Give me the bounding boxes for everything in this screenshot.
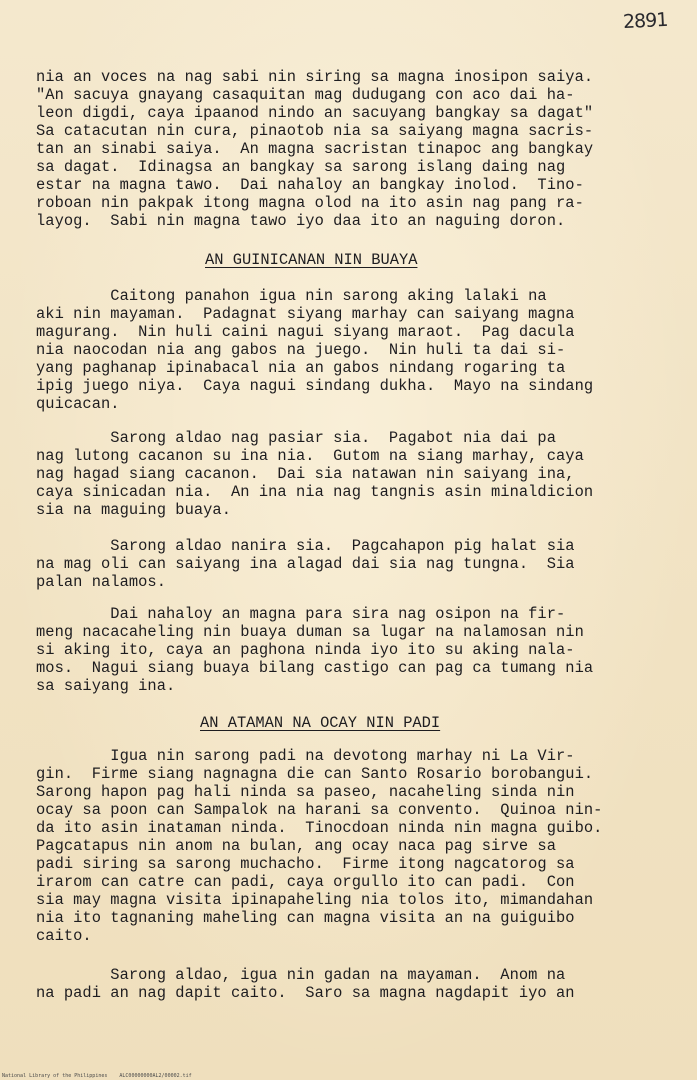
handwritten-page-number: 2891: [622, 8, 668, 34]
paragraph-buaya-2: Sarong aldao nag pasiar sia. Pagabot nia dai pa nag lutong cacanon su ina nia. Gutom na siang marhay, caya nag hagad siang cacanon. Dai sia natawan nin saiyang ina, caya sinicadan nia. An ina nia nag tangnis asin minaldicion sia na maguing buaya.: [36, 429, 594, 519]
section-title-buaya: AN GUINICANAN NIN BUAYA: [205, 251, 418, 269]
paragraph-ocay-2: Sarong aldao, igua nin gadan na mayaman. Anom na na padi an nag dapit caito. Saro sa magna nagdapit iyo an: [36, 966, 575, 1002]
paragraph-continuation: nia an voces na nag sabi nin siring sa magna inosipon saiya. "An sacuya gnayang casaquitan mag dudugang con aco dai ha- leon digdi, caya ipaanod nindo an sacuyang bangkay sa dagat" Sa catacutan nin cura, pinaotob nia sa saiyang magna sacris- tan an sinabi saiya. An magna sacristan tinapoc ang bangkay sa dagat. Idinagsa an bangkay sa sarong islang daing nag estar na magna tawo. Dai nahaloy an bangkay inolod. Tino- roboan nin pakpak itong magna olod na ito asin nag pang ra- layog. Sabi nin magna tawo iyo daa ito an naguing doron.: [36, 68, 594, 230]
scan-footer-caption: National Library of the Philippines ALC00000000AL2/00002.tif: [2, 1073, 192, 1079]
paragraph-buaya-1: Caitong panahon igua nin sarong aking lalaki na aki nin mayaman. Padagnat siyang marhay can saiyang magna magurang. Nin huli caini nagui siyang maraot. Pag dacula nia naocodan nia ang gabos na juego. Nin huli ta dai si- yang paghanap ipinabacal nia an gabos nindang rogaring ta ipig juego niya. Caya nagui sindang dukha. Mayo na sindang quicacan.: [36, 287, 594, 413]
paragraph-buaya-3: Sarong aldao nanira sia. Pagcahapon pig halat sia na mag oli can saiyang ina alagad dai sia nag tungna. Sia palan nalamos.: [36, 537, 575, 591]
paragraph-ocay-1: Igua nin sarong padi na devotong marhay ni La Vir- gin. Firme siang nagnagna die can Santo Rosario borobangui. Sarong hapon pag hali ninda sa paseo, nacaheling sinda nin ocay sa poon can Sampalok na harani sa convento. Quinoa nin- da ito asin inataman ninda. Tinocdoan ninda nin magna guibo. Pagcatapus nin anom na bulan, ang ocay naca pag sirve sa padi siring sa sarong muchacho. Firme itong nagcatorog sa irarom can catre can padi, caya orgullo ito can padi. Con sia may magna visita ipinapaheling nia tolos ito, mimandahan nia ito tagnaning maheling can magna visita an na guiguibo caito.: [36, 747, 603, 945]
section-title-ocay: AN ATAMAN NA OCAY NIN PADI: [200, 714, 441, 732]
paragraph-buaya-4: Dai nahaloy an magna para sira nag osipon na fir- meng nacacaheling nin buaya duman sa lugar na nalamosan nin si aking ito, caya an paghona ninda iyo ito su aking nala- mos. Nagui siang buaya bilang castigo can pag ca tumang nia sa saiyang ina.: [36, 605, 594, 695]
